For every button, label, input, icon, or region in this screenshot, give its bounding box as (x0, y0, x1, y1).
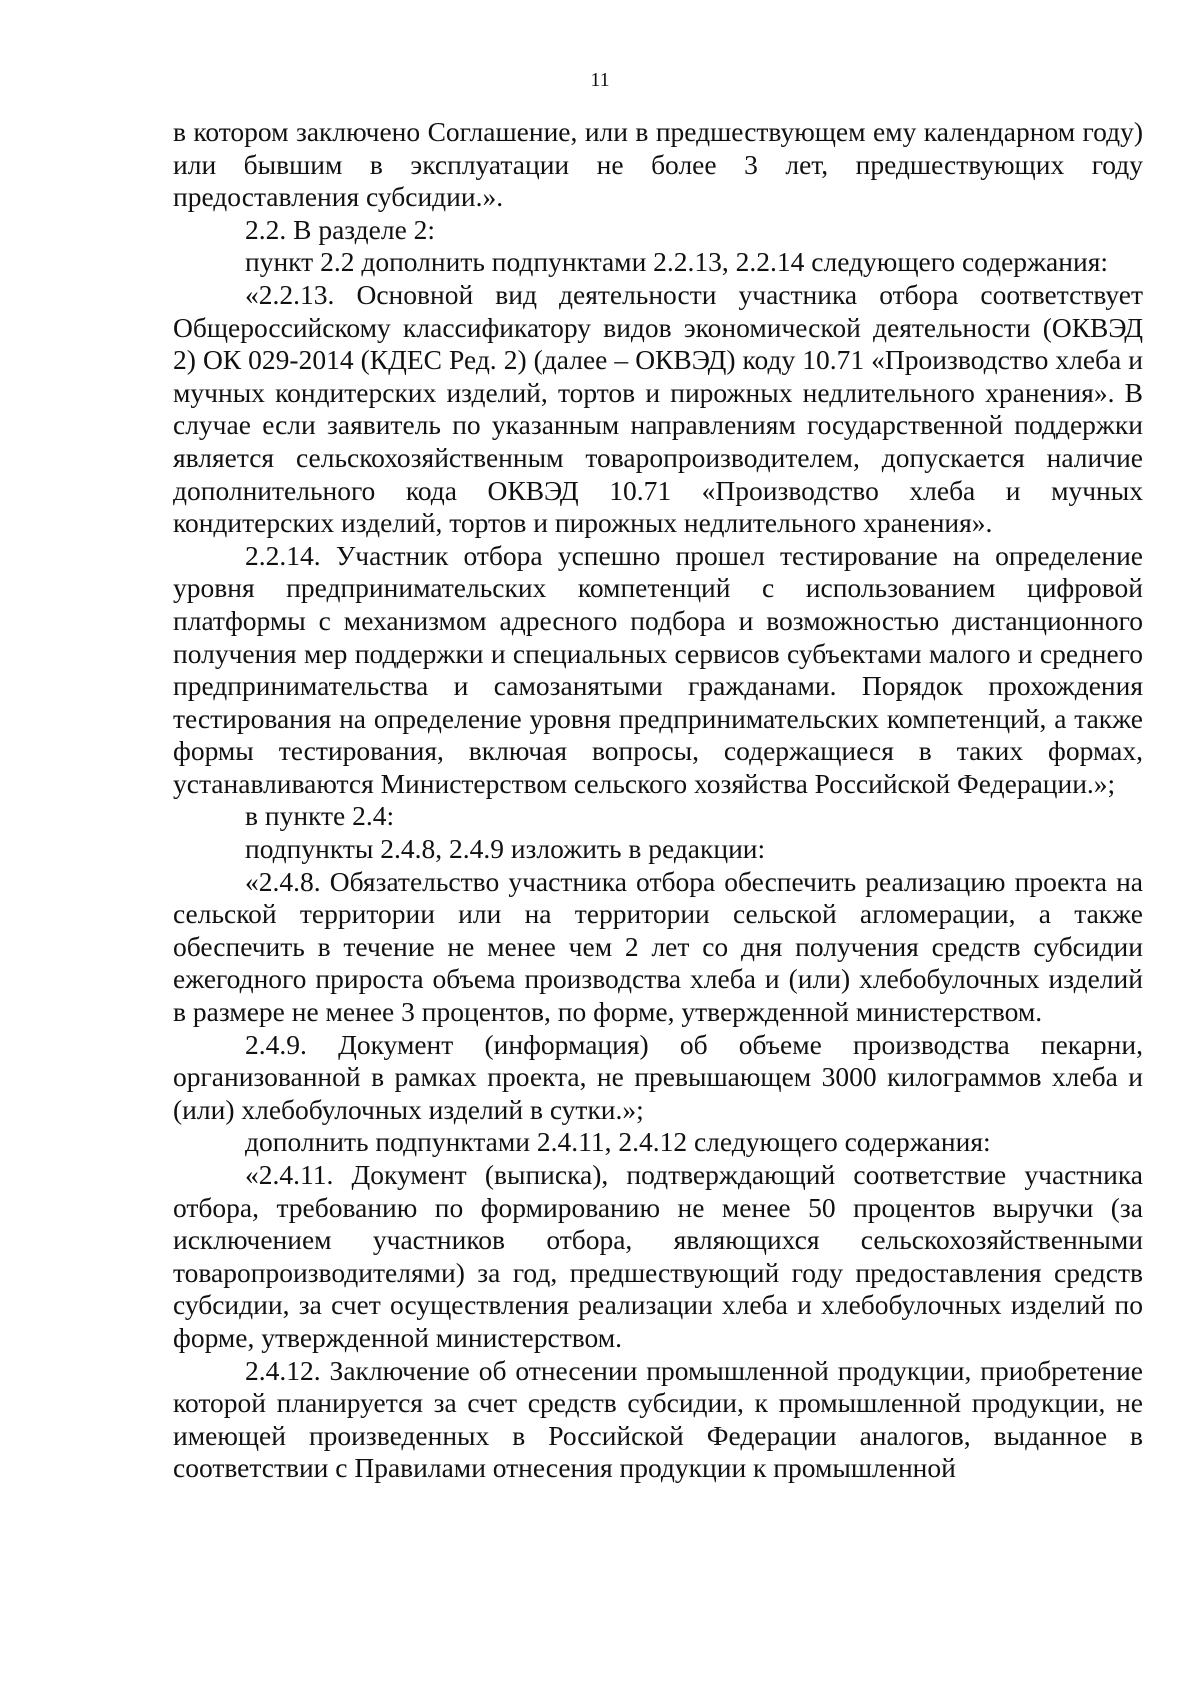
paragraph-point-2-4: в пункте 2.4: (245, 800, 395, 832)
paragraph-amend-2-2: пункт 2.2 дополнить подпунктами 2.2.13, 2.2.14 следующего содержания: (245, 246, 1108, 278)
paragraph-2-2-13: «2.2.13. Основной вид деятельности участника отбора соответствует Общероссийскому классификатору видов экономической деятельности (ОКВЭД 2) ОК 029-2014 (КДЕС Ред. 2) (далее – ОКВЭД) коду 10.71 «Производство хлеба и мучных кондитерских изделий, тортов и пирожных недлительного хранения». В случае если заявитель по указанным направлениям государственной поддержки является сельскохозяйственным товаропроизводителем, допускается наличие дополнительного кода ОКВЭД 10.71 «Производство хлеба и мучных кондитерских изделий, тортов и пирожных недлительного хранения». (173, 278, 1143, 539)
document-body (173, 116, 1143, 1485)
paragraph-section-2-2: 2.2. В разделе 2: (245, 213, 436, 245)
paragraph-2-2-14: 2.2.14. Участник отбора успешно прошел тестирование на определение уровня предпринимательских компетенций с использованием цифровой платформы с механизмом адресного подбора и возможностью дистанционного получения мер поддержки и специальных сервисов субъектами малого и среднего предпринимательства и самозанятыми гражданами. Порядок прохождения тестирования на определение уровня предпринимательских компетенций, а также формы тестирования, включая вопросы, содержащиеся в таких формах, устанавливаются Министерством сельского хозяйства Российской Федерации.»; (173, 539, 1143, 799)
paragraph-2-4-8: «2.4.8. Обязательство участника отбора обеспечить реализацию проекта на сельской территории или на территории сельской агломерации, а также обеспечить в течение не менее чем 2 лет со дня получения средств субсидии ежегодного прироста объема производства хлеба и (или) хлебобулочных изделий в размере не менее 3 процентов, по форме, утвержденной министерством. (173, 865, 1143, 1028)
paragraph-continuation: в котором заключено Соглашение, или в предшествующем ему календарном году) или бывшим в эксплуатации не более 3 лет, предшествующих году предоставления субсидии.». (173, 116, 1143, 213)
page-number: 11 (590, 69, 610, 91)
paragraph-2-4-12: 2.4.12. Заключение об отнесении промышленной продукции, приобретение которой планируется за счет средств субсидии, к промышленной продукции, не имеющей произведенных в Российской Федерации аналогов, выданное в соответствии с Правилами отнесения продукции к промышленной (173, 1354, 1143, 1484)
paragraph-amend-2-4-11: дополнить подпунктами 2.4.11, 2.4.12 следующего содержания: (245, 1126, 991, 1158)
paragraph-2-4-9: 2.4.9. Документ (информация) об объеме производства пекарни, организованной в рамках проекта, не превышающем 3000 килограммов хлеба и (или) хлебобулочных изделий в сутки.»; (173, 1028, 1143, 1125)
paragraph-2-4-11: «2.4.11. Документ (выписка), подтверждающий соответствие участника отбора, требованию по формированию не менее 50 процентов выручки (за исключением участников отбора, являющихся сельскохозяйственными товаропроизводителями) за год, предшествующий году предоставления средств субсидии, за счет осуществления реализации хлеба и хлебобулочных изделий по форме, утвержденной министерством. (173, 1159, 1143, 1353)
paragraph-amend-2-4: подпункты 2.4.8, 2.4.9 изложить в редакции: (245, 833, 766, 865)
